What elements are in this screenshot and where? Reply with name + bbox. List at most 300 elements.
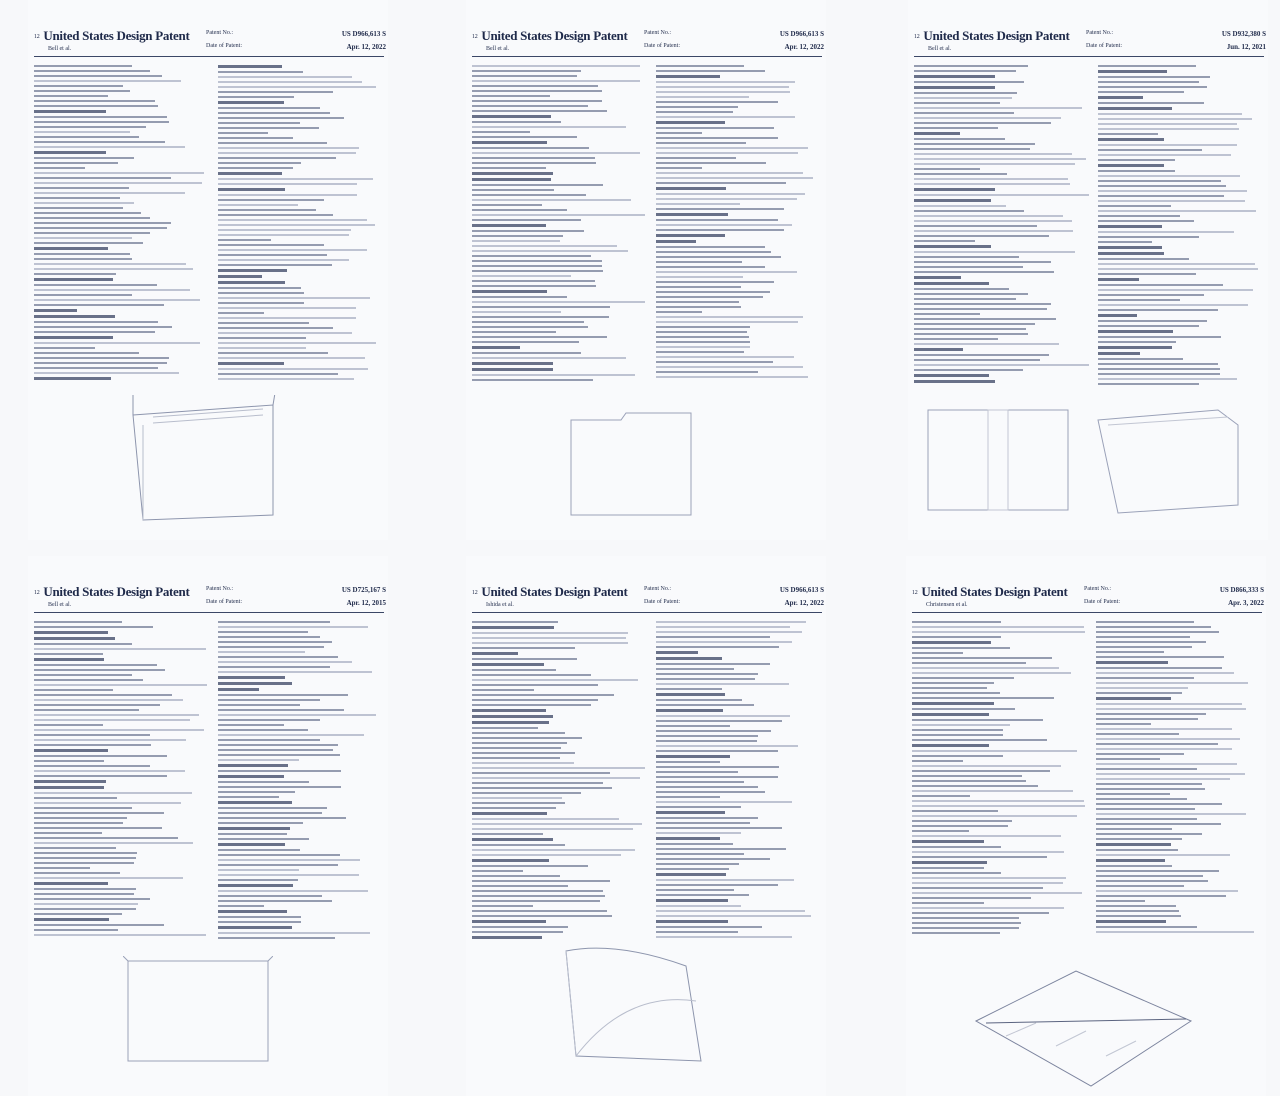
text-line: [912, 667, 1059, 669]
text-line: [34, 872, 120, 874]
text-line: [656, 127, 774, 129]
text-line: [656, 894, 749, 896]
text-line: [912, 729, 1003, 731]
text-line: [656, 326, 750, 328]
patent-date: Apr. 3, 2022: [1228, 599, 1264, 607]
text-line: [1098, 241, 1152, 243]
text-line: [34, 268, 193, 270]
text-line: [1096, 865, 1172, 867]
text-line: [656, 167, 702, 169]
text-line: [472, 80, 640, 82]
text-line: [656, 889, 734, 891]
patent-header-left: [472, 584, 652, 608]
text-line: [1098, 185, 1226, 187]
text-line: [912, 867, 984, 869]
text-line: [1098, 268, 1258, 270]
patent-header-right: [644, 30, 824, 56]
text-line: [218, 626, 368, 628]
text-line: [472, 772, 610, 774]
text-line: [34, 90, 130, 92]
text-line: [472, 162, 596, 164]
text-line: [218, 249, 367, 251]
text-line: [1098, 205, 1171, 207]
text-line: [34, 131, 130, 133]
text-line: [34, 877, 183, 879]
text-line: [472, 787, 612, 789]
text-line: [34, 832, 102, 834]
text-line: [656, 832, 741, 834]
text-line: [218, 332, 352, 334]
text-line: [472, 321, 584, 323]
text-line: [34, 197, 120, 199]
text-line: [656, 766, 779, 768]
text-line: [656, 147, 808, 149]
text-line: [218, 254, 327, 256]
text-line: [1096, 748, 1232, 750]
text-line: [472, 341, 579, 343]
text-line: [656, 316, 803, 318]
text-line: [34, 744, 151, 746]
text-line: [34, 182, 202, 184]
text-line: [472, 352, 581, 354]
text-line: [34, 760, 104, 762]
text-line: [914, 354, 1049, 356]
text-line: [656, 853, 744, 855]
text-line: [218, 142, 327, 144]
text-line: [218, 796, 279, 798]
text-line: [656, 251, 771, 253]
text-line: [1098, 284, 1223, 286]
text-line: [914, 380, 995, 383]
text-line: [914, 205, 1006, 207]
text-line: [34, 177, 171, 179]
patent-no-label: Patent No.:: [206, 586, 233, 592]
text-line: [656, 75, 720, 78]
patent-no-label: Patent No.:: [1086, 30, 1113, 36]
text-line: [1098, 346, 1172, 349]
text-line: [912, 902, 984, 904]
text-line: [472, 807, 556, 809]
text-line: [1098, 102, 1204, 104]
text-line: [656, 361, 773, 363]
text-line: [914, 132, 960, 135]
patent-sheet: [466, 556, 826, 1096]
text-line: [34, 352, 139, 354]
text-line: [656, 208, 784, 210]
text-line: [218, 895, 322, 897]
text-line: [912, 692, 1000, 694]
text-line: [472, 152, 640, 154]
text-line: [912, 820, 1012, 822]
patent-title: 12 United States Design Patent: [472, 28, 628, 43]
text-line: [218, 719, 320, 721]
text-line: [34, 258, 132, 260]
text-line: [34, 852, 137, 854]
text-line: [218, 724, 284, 726]
text-line: [1096, 798, 1187, 800]
text-line: [34, 786, 104, 789]
text-line: [656, 152, 798, 154]
text-line: [914, 220, 1072, 222]
text-line: [34, 648, 206, 650]
text-line: [1096, 708, 1246, 710]
text-line: [656, 755, 730, 758]
text-line: [912, 907, 1064, 909]
patent-header-right: [206, 30, 386, 56]
left-column: [914, 62, 1089, 386]
text-line: [1098, 325, 1199, 327]
patent-header-left: [912, 584, 1092, 608]
text-line: [472, 721, 549, 724]
text-line: [472, 70, 581, 72]
text-line: [656, 346, 750, 348]
text-line: [1096, 661, 1168, 664]
text-line: [34, 357, 169, 359]
patent-inventors: Christensen et al.: [926, 602, 968, 608]
text-line: [1096, 813, 1246, 815]
text-line: [914, 343, 1059, 345]
text-line: [218, 297, 370, 299]
text-line: [1096, 672, 1234, 674]
text-line: [34, 862, 134, 864]
text-line: [218, 101, 284, 104]
text-line: [218, 827, 290, 830]
text-line: [472, 250, 628, 252]
text-line: [914, 199, 991, 202]
text-line: [656, 704, 754, 706]
text-line: [34, 689, 113, 691]
left-column: [912, 618, 1087, 937]
text-line: [1096, 753, 1184, 755]
text-line: [472, 931, 563, 933]
text-line: [218, 666, 330, 668]
text-line: [1098, 263, 1255, 265]
text-line: [1098, 180, 1221, 182]
text-line: [914, 293, 1028, 295]
text-line: [472, 275, 571, 277]
text-line: [472, 230, 584, 232]
text-line: [914, 359, 1040, 361]
text-line: [656, 801, 792, 803]
text-line: [1098, 200, 1245, 202]
text-line: [218, 322, 309, 324]
text-line: [1098, 220, 1194, 222]
text-line: [34, 70, 150, 72]
text-line: [218, 378, 354, 380]
text-line: [218, 838, 309, 840]
text-line: [34, 227, 167, 229]
text-line: [656, 858, 770, 860]
text-line: [472, 823, 642, 825]
text-line: [1096, 910, 1179, 912]
text-line: [218, 199, 324, 201]
text-line: [914, 303, 1051, 305]
text-line: [656, 271, 797, 273]
text-line: [472, 828, 633, 830]
text-line: [218, 317, 356, 319]
text-line: [472, 270, 603, 272]
text-line: [472, 189, 554, 191]
text-line: [912, 677, 1014, 679]
text-line: [34, 699, 183, 701]
text-line: [218, 621, 330, 623]
text-line: [34, 187, 129, 189]
text-line: [34, 621, 122, 623]
text-line: [656, 137, 778, 139]
text-line: [914, 86, 995, 89]
patent-inventors: Bell et al.: [48, 46, 72, 52]
text-line: [1096, 626, 1211, 628]
text-line: [912, 621, 1001, 623]
text-line: [472, 316, 609, 318]
text-line: [218, 884, 293, 887]
text-line: [914, 183, 1070, 185]
text-line: [34, 679, 143, 681]
text-line: [1096, 803, 1222, 805]
text-line: [656, 224, 792, 226]
text-line: [34, 719, 190, 721]
text-line: [912, 719, 1043, 721]
text-line: [34, 807, 132, 809]
text-line: [34, 212, 141, 214]
text-line: [656, 735, 758, 737]
text-line: [218, 729, 308, 731]
text-line: [1096, 723, 1151, 725]
text-line: [914, 338, 998, 340]
text-line: [656, 631, 802, 633]
text-line: [218, 641, 332, 643]
text-line: [218, 157, 336, 159]
text-line: [218, 921, 301, 923]
text-line: [472, 75, 577, 77]
text-line: [656, 806, 741, 808]
text-line: [1096, 828, 1172, 830]
text-line: [912, 805, 1085, 807]
text-line: [34, 724, 103, 726]
text-line: [656, 811, 725, 814]
text-line: [912, 734, 1003, 736]
right-column: [218, 618, 378, 942]
text-line: [912, 724, 1010, 726]
text-line: [912, 780, 1026, 782]
text-line: [218, 209, 316, 211]
text-line: [34, 253, 130, 255]
header-rule: [472, 612, 822, 613]
text-line: [1098, 278, 1139, 281]
text-line: [34, 802, 181, 804]
text-line: [34, 237, 132, 239]
text-line: [656, 371, 758, 373]
text-line: [914, 323, 1035, 325]
text-line: [218, 781, 309, 783]
patent-header-left: [34, 28, 214, 52]
text-line: [1098, 236, 1199, 238]
text-line: [218, 342, 376, 344]
text-line: [34, 321, 158, 323]
patent-header-right: [644, 586, 824, 612]
text-line: [34, 242, 143, 244]
text-line: [472, 797, 562, 799]
text-line: [1096, 687, 1188, 689]
text-line: [472, 255, 591, 257]
text-line: [218, 900, 332, 902]
text-line: [472, 663, 544, 666]
text-line: [912, 856, 1047, 858]
text-line: [472, 674, 591, 676]
text-line: [472, 357, 626, 359]
text-line: [218, 234, 349, 236]
patent-sheet: [906, 556, 1266, 1096]
text-line: [472, 194, 586, 196]
text-line: [34, 775, 167, 777]
text-line: [218, 744, 338, 746]
text-line: [1096, 843, 1171, 846]
text-line: [34, 263, 186, 265]
text-line: [34, 75, 162, 77]
text-line: [656, 234, 725, 237]
text-line: [34, 347, 95, 349]
text-line: [914, 215, 1063, 217]
text-line: [1096, 758, 1160, 760]
text-line: [34, 65, 132, 67]
text-line: [656, 198, 797, 200]
text-line: [472, 715, 553, 718]
left-column: [34, 62, 209, 383]
text-line: [34, 146, 185, 148]
text-line: [656, 843, 733, 845]
text-line: [34, 934, 206, 936]
design-drawing: [561, 405, 701, 525]
text-line: [472, 626, 554, 629]
text-line: [472, 792, 581, 794]
text-line: [34, 315, 115, 318]
text-line: [656, 240, 696, 243]
text-line: [656, 132, 702, 134]
text-line: [472, 265, 602, 267]
text-line: [914, 348, 963, 351]
text-line: [34, 273, 116, 275]
text-line: [34, 847, 116, 849]
text-line: [34, 247, 108, 250]
text-line: [218, 122, 300, 124]
text-line: [472, 362, 553, 365]
text-line: [914, 107, 1082, 109]
text-line: [218, 817, 346, 819]
text-line: [472, 336, 607, 338]
text-line: [472, 752, 575, 754]
text-line: [656, 157, 736, 159]
text-line: [472, 184, 603, 186]
text-line: [34, 157, 134, 159]
text-line: [914, 117, 1061, 119]
text-line: [472, 637, 626, 639]
text-line: [914, 168, 980, 170]
text-line: [914, 163, 1075, 165]
left-column: [472, 62, 647, 384]
text-line: [34, 222, 171, 224]
text-line: [34, 780, 106, 783]
text-line: [912, 652, 963, 654]
text-line: [1098, 128, 1239, 130]
text-line: [1096, 667, 1222, 669]
text-line: [656, 725, 730, 727]
text-line: [912, 917, 1019, 919]
text-line: [914, 143, 1035, 145]
text-line: [218, 879, 298, 881]
text-line: [218, 188, 285, 191]
text-line: [218, 671, 372, 673]
text-line: [218, 688, 259, 691]
text-line: [218, 373, 338, 375]
text-line: [656, 219, 778, 221]
text-line: [218, 65, 282, 68]
text-line: [472, 875, 560, 877]
text-line: [912, 810, 998, 812]
text-line: [1096, 621, 1194, 623]
text-line: [34, 80, 181, 82]
patent-title: 12 United States Design Patent: [34, 28, 190, 43]
text-line: [218, 812, 322, 814]
text-line: [912, 770, 1050, 772]
text-line: [472, 865, 588, 867]
text-line: [472, 141, 547, 144]
text-line: [34, 342, 200, 344]
text-line: [218, 307, 356, 309]
text-line: [914, 308, 1047, 310]
text-line: [1098, 170, 1175, 172]
text-line: [656, 366, 803, 368]
text-line: [914, 138, 1005, 140]
text-line: [912, 626, 1084, 628]
text-line: [914, 369, 1023, 371]
text-line: [1096, 870, 1219, 872]
text-line: [34, 336, 113, 339]
text-line: [656, 879, 794, 881]
text-line: [656, 266, 765, 268]
text-line: [912, 800, 1084, 802]
text-line: [1098, 65, 1196, 67]
text-line: [656, 336, 749, 338]
text-line: [218, 775, 284, 778]
text-line: [218, 854, 340, 856]
text-line: [218, 259, 349, 261]
text-line: [34, 729, 204, 731]
text-line: [914, 75, 995, 78]
text-line: [472, 920, 546, 923]
patent-number: US D866,333 S: [1219, 586, 1264, 594]
text-line: [1096, 880, 1208, 882]
text-line: [218, 275, 262, 278]
text-line: [34, 116, 167, 118]
text-line: [34, 792, 192, 794]
text-line: [218, 651, 305, 653]
text-line: [1096, 900, 1145, 902]
patent-number: US D966,613 S: [779, 586, 824, 594]
text-line: [472, 727, 538, 729]
header-rule: [914, 56, 1264, 57]
patent-no-label: Patent No.:: [644, 30, 671, 36]
text-line: [472, 209, 567, 211]
patent-date: Apr. 12, 2022: [784, 599, 824, 607]
text-line: [1096, 818, 1197, 820]
text-line: [472, 652, 518, 655]
text-line: [1096, 915, 1181, 917]
text-line: [1098, 252, 1164, 255]
text-line: [472, 121, 561, 123]
text-line: [656, 905, 741, 907]
text-line: [656, 641, 792, 643]
text-line: [912, 775, 1022, 777]
